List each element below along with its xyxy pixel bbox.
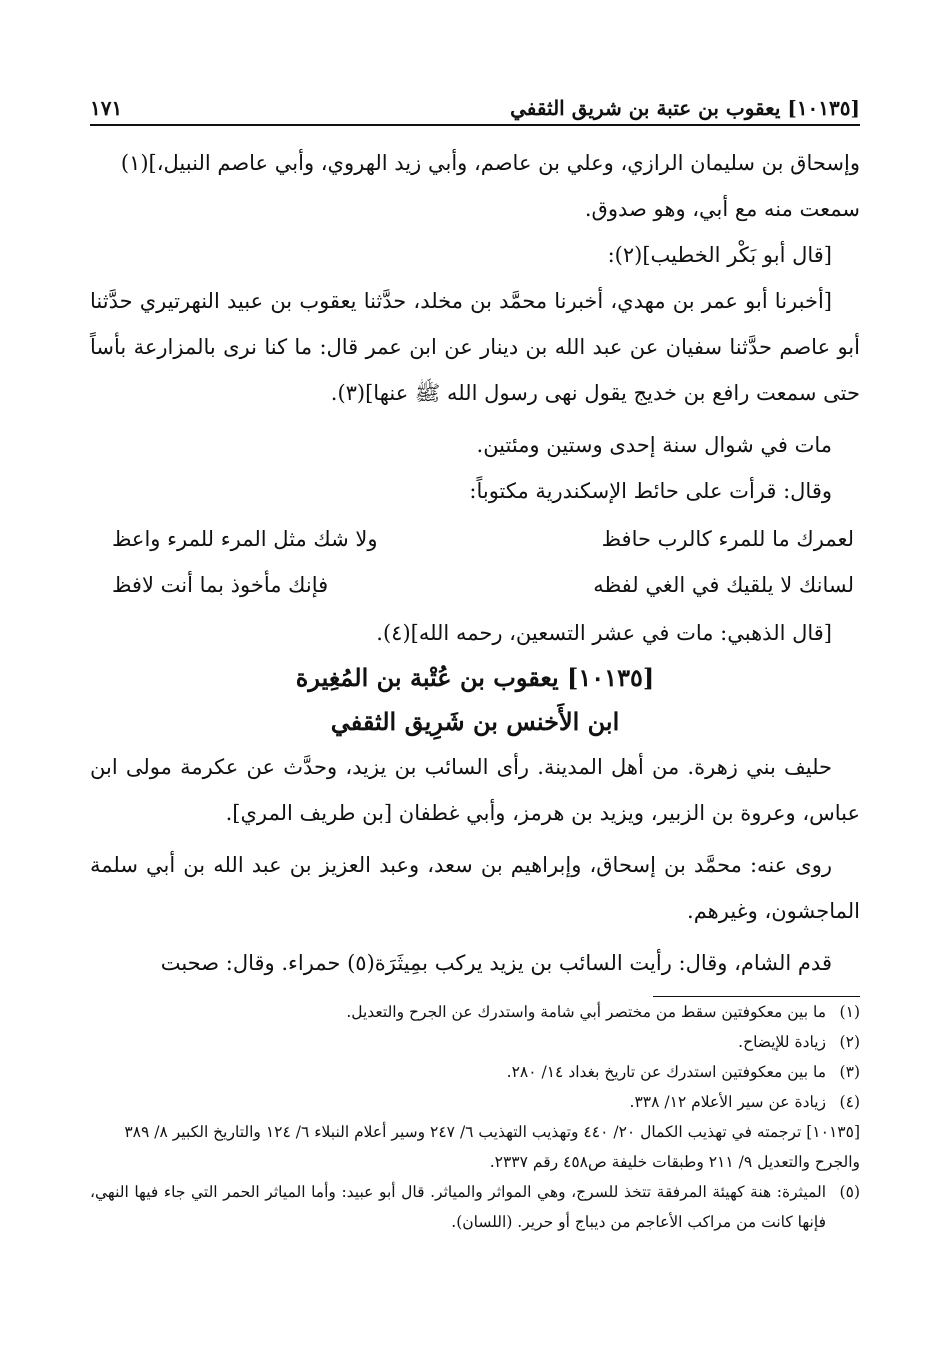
footnote-number: (٥) xyxy=(839,1183,860,1201)
footnote xyxy=(90,1177,860,1237)
paragraph: قدم الشام، وقال: رأيت السائب بن يزيد يركب بمِيثَرَة(٥) حمراء. وقال: صحبت xyxy=(160,951,832,975)
footnote-text: الميثرة: هنة كهيئة المرفقة تتخذ للسرج، وهي المواثر والمياثر. قال أبو عبيد: وأما المياثر الحمر التي جاء فيها النهي، فإنها كانت من مراكب الأعاجم من ديباج أو حرير. (اللسان). xyxy=(90,1183,826,1231)
paragraph: [قال أبو بَكْر الخطيب](٢): xyxy=(607,243,832,267)
poem xyxy=(90,516,860,608)
paragraph: سمعت منه مع أبي، وهو صدوق. xyxy=(584,197,860,221)
page-number: ١٧١ xyxy=(90,96,123,120)
footnote xyxy=(90,997,860,1027)
verse-hemistich: لعمرك ما للمرء كالرب حافظ xyxy=(601,527,854,551)
paragraph: حليف بني زهرة. من أهل المدينة. رأى السائب بن يزيد، وحدَّث عن عكرمة مولى ابن عباس، وعروة بن الزبير، ويزيد بن هرمز، وأبي غطفان [بن طريف المري]. xyxy=(90,755,860,825)
verse-line xyxy=(90,562,860,608)
paragraph: مات في شوال سنة إحدى وستين ومئتين. xyxy=(476,433,832,457)
verse-hemistich: فإنك مأخوذ بما أنت لافظ xyxy=(112,573,329,597)
footnote-text: زيادة عن سير الأعلام ١٢/ ٣٣٨. xyxy=(629,1093,826,1111)
paragraph: روى عنه: محمَّد بن إسحاق، وإبراهيم بن سعد، وعبد العزيز بن عبد الله بن أبي سلمة الماجشون، وغيرهم. xyxy=(90,853,860,923)
footnote-number: (٤) xyxy=(839,1093,860,1111)
paragraph: وقال: قرأت على حائط الإسكندرية مكتوباً: xyxy=(469,479,832,503)
paragraph: وإسحاق بن سليمان الرازي، وعلي بن عاصم، وأبي زيد الهروي، وأبي عاصم النبيل،](١) xyxy=(120,151,860,175)
header-divider xyxy=(90,124,860,126)
footnote-reference xyxy=(90,1117,860,1177)
header-title: [١٠١٣٥] يعقوب بن عتبة بن شريق الثقفي xyxy=(510,96,860,120)
footnote xyxy=(90,1027,860,1057)
footnote-text: ما بين معكوفتين سقط من مختصر أبي شامة واستدرك عن الجرح والتعديل. xyxy=(346,1003,826,1021)
footnote-text: زيادة للإيضاح. xyxy=(738,1033,826,1051)
footnote xyxy=(90,1057,860,1087)
paragraph: [أخبرنا أبو عمر بن مهدي، أخبرنا محمَّد بن مخلد، حدَّثنا يعقوب بن عبيد النهرتيري حدَّثنا أبو عاصم حدَّثنا سفيان عن عبد الله بن دينار عن ابن عمر قال: ما كنا نرى بالمزارعة بأساً حتى سمعت رافع بن خديج يقول نهى رسول الله ﷺ عنها](٣). xyxy=(90,289,860,405)
footnote-number: (١) xyxy=(839,1003,860,1021)
verse-hemistich: لسانك لا يلقيك في الغي لفظه xyxy=(593,573,854,597)
footnote-number: (٣) xyxy=(839,1063,860,1081)
main-text xyxy=(90,140,860,986)
footnote xyxy=(90,1087,860,1117)
footnote-text: [١٠١٣٥] ترجمته في تهذيب الكمال ٢٠/ ٤٤٠ وتهذيب التهذيب ٦/ ٢٤٧ وسير أعلام النبلاء ٦/ ١٢٤ والتاريخ الكبير ٨/ ٣٨٩ والجرح والتعديل ٩/ ٢١١ وطبقات خليفة ص٤٥٨ رقم ٢٣٣٧. xyxy=(124,1123,860,1171)
section-title: [١٠١٣٥] يعقوب بن عُتْبة بن المُغِيرة xyxy=(295,663,655,692)
verse-hemistich: ولا شك مثل المرء للمرء واعظ xyxy=(112,527,378,551)
running-header xyxy=(90,86,860,120)
section-subtitle: ابن الأَخنس بن شَرِيق الثقفي xyxy=(330,707,620,736)
footnote-text: ما بين معكوفتين استدرك عن تاريخ بغداد ١٤/ ٢٨٠. xyxy=(506,1063,826,1081)
verse-line xyxy=(90,516,860,562)
footnote-number: (٢) xyxy=(839,1033,860,1051)
footnotes xyxy=(90,997,860,1237)
paragraph: [قال الذهبي: مات في عشر التسعين، رحمه الله](٤). xyxy=(376,621,832,645)
